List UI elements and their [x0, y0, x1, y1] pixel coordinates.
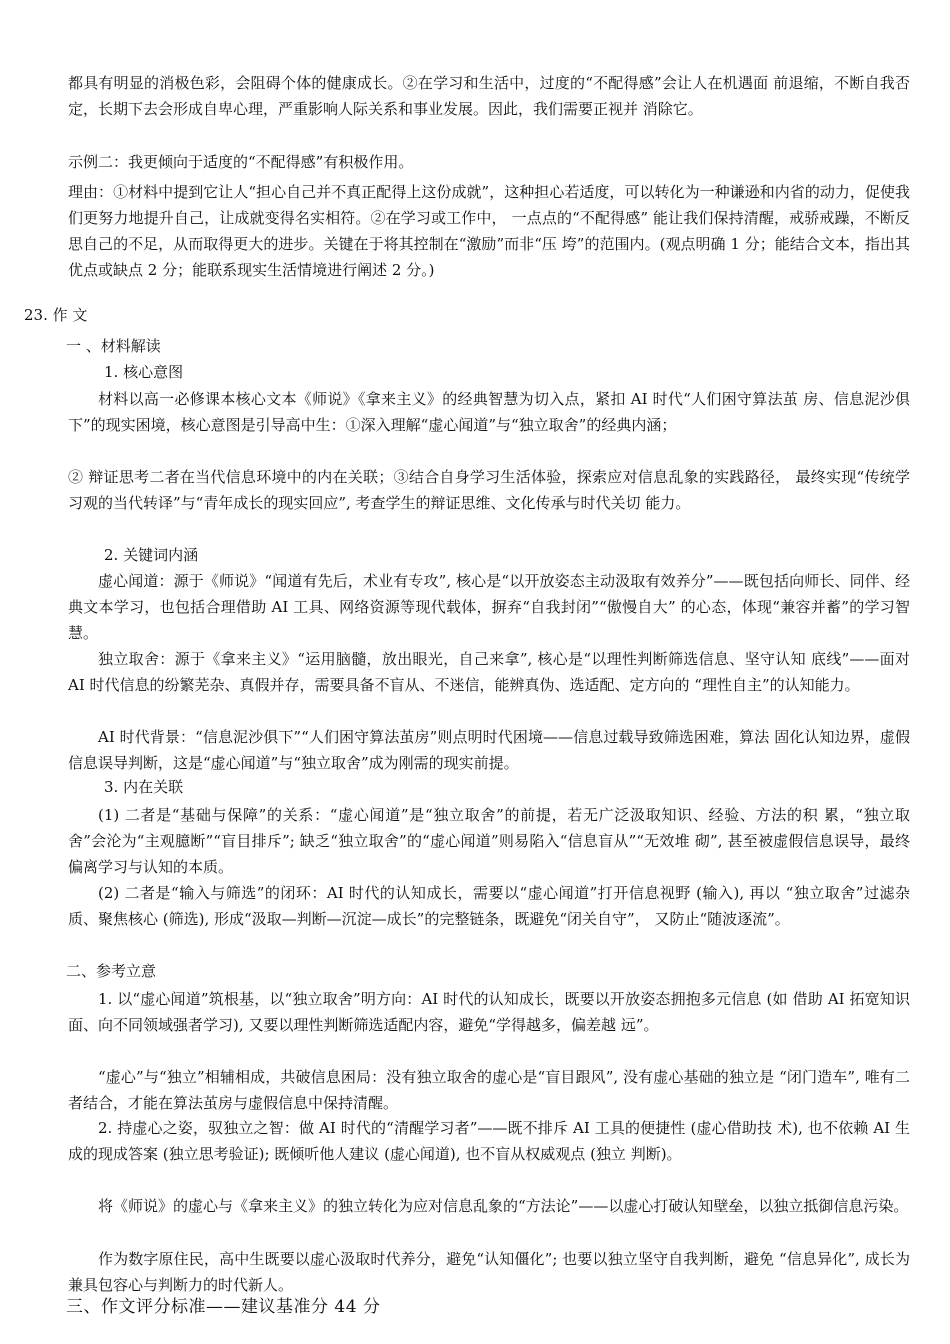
question-23-heading: 23. 作 文 [24, 306, 88, 324]
paragraph-core-intent-2: ② 辩证思考二者在当代信息环境中的内在关联；③结合自身学习生活体验，探索应对信息乱象的实践路径， 最终实现“传统学习观的当代转译”与“青年成长的现实回应”, 考查学生的辩证思维、文化传承与时代关切 能力。 [68, 468, 910, 512]
paragraph-keyword-duli: 独立取舍：源于《拿来主义》“运用脑髓，放出眼光，自己来拿”, 核心是“以理性判断筛选信息、坚守认知 底线”——面对 AI 时代信息的纷繁芜杂、真假并存，需要具备不盲从、不迷信，能辨真伪、选适配、定方向的 “理性自主”的认知能力。 [68, 650, 910, 694]
paragraph-relation-1: (1) 二者是“基础与保障”的关系：“虚心闻道”是“独立取舍”的前提，若无广泛汲取知识、经验、方法的积 累，“独立取舍”会沦为“主观臆断”“盲目排斥”; 缺乏“独立取舍”的“虚心闻道”则易陷入“信息盲从”“无效堆 砌”, 甚至被虚假信息误导，最终偏离学习与认知的本质。 [68, 806, 910, 876]
paragraph-keyword-xuxin: 虚心闻道：源于《师说》“闻道有先后，术业有专攻”, 核心是“以开放姿态主动汲取有效养分”——既包括向师长、同伴、经典文本学习，也包括合理借助 AI 工具、网络资源等现代载体，摒弃“自我封闭”“傲慢自大” 的心态，体现“兼容并蓄”的学习智慧。 [68, 572, 910, 642]
paragraph-thesis-1: 1. 以“虚心闻道”筑根基，以“独立取舍”明方向：AI 时代的认知成长，既要以开放姿态拥抱多元信息 (如 借助 AI 拓宽知识面、向不同领域强者学习), 又要以理性判断筛选适配内容，避免“学得越多，偏差越 远”。 [68, 990, 910, 1034]
paragraph-keyword-ai: AI 时代背景：“信息泥沙俱下”“人们困守算法茧房”则点明时代困境——信息过载导致筛选困难，算法 固化认知边界，虚假信息误导判断，这是“虚心闻道”与“独立取舍”成为刚需的现实前提。 [68, 728, 910, 772]
paragraph-example2-reason: 理由：①材料中提到它让人“担心自己并不真正配得上这份成就”，这种担心若适度，可以转化为一种谦逊和内省的动力，促使我们更努力地提升自己，让成就变得名实相符。②在学习或工作中， 一点点的“不配得感” 能让我们保持清醒，戒骄戒躁，不断反思自己的不足，从而取得更大的进步。关键在于将其控制在“激励”而非“压 垮”的范围内。(观点明确 1 分；能结合文本，指出其优点或缺点 2 分；能联系现实生活情境进行阐述 2 分。) [68, 183, 910, 279]
section-1-heading: 一 、材料解读 [66, 337, 161, 355]
paragraph-thesis-3: 将《师说》的虚心与《拿来主义》的独立转化为应对信息乱象的“方法论”——以虚心打破认知壁垒，以独立抵御信息污染。 [98, 1197, 909, 1215]
section-3-heading: 三、作文评分标准——建议基准分 44 分 [66, 1297, 381, 1317]
paragraph-core-intent: 材料以高一必修课本核心文本《师说》《拿来主义》的经典智慧为切入点，紧扣 AI 时代“人们困守算法茧 房、信息泥沙俱下”的现实困境，核心意图是引导高中生：①深入理解“虚心闻道”与“独立取舍”的经典内涵； [68, 390, 910, 434]
subsection-1-2-heading: 2. 关键词内涵 [104, 546, 199, 564]
paragraph-thesis-2: 2. 持虚心之姿，驭独立之智：做 AI 时代的“清醒学习者”——既不排斥 AI 工具的便捷性 (虚心借助技 术), 也不依赖 AI 生成的现成答案 (独立思考验证); 既倾听他人建议 (虚心闻道), 也不盲从权威观点 (独立 判断)。 [68, 1119, 910, 1163]
paragraph-relation-2: (2) 二者是“输入与筛选”的闭环：AI 时代的认知成长，需要以“虚心闻道”打开信息视野 (输入), 再以 “独立取舍”过滤杂质、聚焦核心 (筛选), 形成“汲取—判断—沉淀—成长”的完整链条，既避免“闭关自守”， 又防止“随波逐流”。 [68, 884, 910, 928]
subsection-1-1-heading: 1. 核心意图 [104, 363, 184, 381]
paragraph-thesis-1b: “虚心”与“独立”相辅相成，共破信息困局：没有独立取舍的虚心是“盲目跟风”, 没有虚心基础的独立是 “闭门造车”, 唯有二者结合，才能在算法茧房与虚假信息中保持清醒。 [68, 1068, 910, 1112]
paragraph-thesis-4: 作为数字原住民，高中生既要以虚心汲取时代养分，避免“认知僵化”; 也要以独立坚守自我判断，避免 “信息异化”, 成长为兼具包容心与判断力的时代新人。 [68, 1250, 910, 1294]
paragraph-example2-title: 示例二：我更倾向于适度的“不配得感”有积极作用。 [68, 153, 414, 171]
section-2-heading: 二、参考立意 [66, 962, 157, 980]
paragraph-example1-end: 都具有明显的消极色彩，会阻碍个体的健康成长。②在学习和生活中，过度的“不配得感”会让人在机遇面 前退缩，不断自我否定，长期下去会形成自卑心理，严重影响人际关系和事业发展。因此，我们需要正视并 消除它。 [68, 74, 910, 118]
subsection-1-3-heading: 3. 内在关联 [104, 778, 184, 796]
